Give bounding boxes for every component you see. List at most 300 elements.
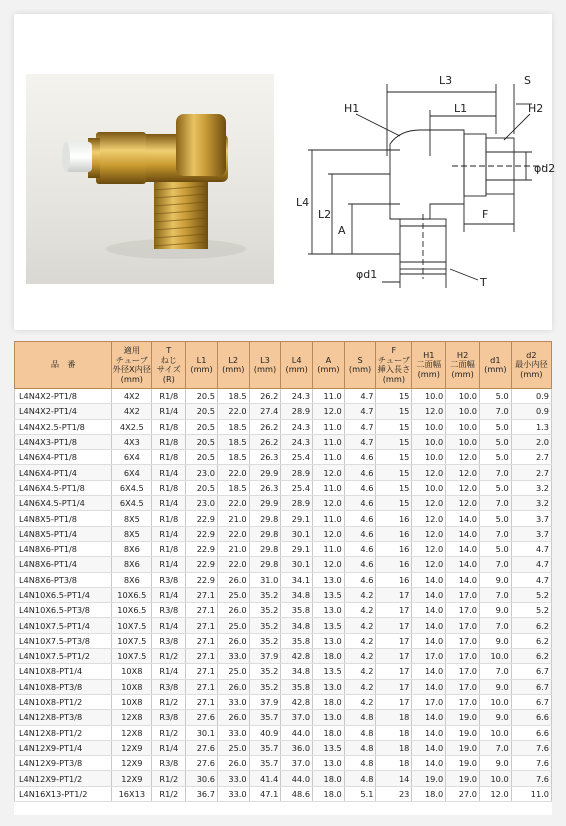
table-cell: 4X2: [112, 404, 152, 419]
table-cell: 23.0: [186, 496, 218, 511]
table-row: [15, 465, 552, 480]
table-row: [15, 389, 552, 404]
table-cell: 29.8: [249, 557, 281, 572]
table-cell: 14.0: [412, 587, 446, 602]
table-cell: 22.0: [217, 557, 249, 572]
column-header-text: (R): [162, 373, 175, 384]
table-cell: 8X6: [112, 557, 152, 572]
table-cell: 2.0: [511, 434, 551, 449]
table-cell: R1/8: [152, 434, 186, 449]
table-cell: 11.0: [511, 786, 551, 801]
column-header-text: T: [166, 345, 172, 355]
part-number-cell: L4N6X4-PT1/4: [15, 465, 112, 480]
table-cell: 4.2: [344, 664, 376, 679]
table-cell: 9.0: [480, 603, 512, 618]
table-cell: 10.0: [412, 480, 446, 495]
table-row: [15, 480, 552, 495]
table-cell: 7.0: [480, 587, 512, 602]
table-cell: 18.0: [412, 786, 446, 801]
label-A: A: [338, 224, 346, 237]
table-cell: 35.2: [249, 618, 281, 633]
table-cell: 27.6: [186, 756, 218, 771]
dimension-drawing: [282, 64, 556, 304]
part-number-cell: L4N6X4-PT1/8: [15, 450, 112, 465]
table-cell: 26.2: [249, 389, 281, 404]
column-header-text: L3: [260, 354, 270, 365]
table-cell: 18.0: [313, 725, 345, 740]
table-cell: 22.0: [217, 496, 249, 511]
table-cell: 18.5: [217, 434, 249, 449]
table-cell: 19.0: [446, 771, 480, 786]
table-cell: 4.2: [344, 603, 376, 618]
table-cell: 4.6: [344, 541, 376, 556]
table-cell: 8X6: [112, 572, 152, 587]
table-cell: 0.9: [511, 389, 551, 404]
table-cell: R1/8: [152, 541, 186, 556]
table-cell: 5.0: [480, 389, 512, 404]
table-cell: 18.0: [313, 649, 345, 664]
part-number-cell: L4N8X5-PT1/8: [15, 511, 112, 526]
elbow-fitting-image: [26, 74, 274, 284]
table-cell: 18.0: [313, 694, 345, 709]
table-body: [15, 389, 552, 802]
table-cell: 11.0: [313, 389, 345, 404]
column-header-text: 品 番: [50, 359, 76, 370]
table-row: [15, 649, 552, 664]
table-cell: 4.2: [344, 618, 376, 633]
table-cell: 35.2: [249, 664, 281, 679]
table-cell: 16: [376, 511, 412, 526]
table-cell: 16X13: [112, 786, 152, 801]
table-cell: 10.0: [480, 725, 512, 740]
table-cell: 4.7: [511, 557, 551, 572]
table-cell: 14: [376, 771, 412, 786]
column-header-text: (mm): [451, 368, 474, 379]
table-cell: 30.1: [281, 526, 313, 541]
table-cell: R1/8: [152, 511, 186, 526]
table-cell: 6X4.5: [112, 496, 152, 511]
table-cell: 26.2: [249, 434, 281, 449]
table-cell: 33.0: [217, 725, 249, 740]
table-cell: 17.0: [446, 664, 480, 679]
table-cell: 12.0: [412, 465, 446, 480]
table-cell: 36.0: [281, 740, 313, 755]
table-cell: 6.7: [511, 694, 551, 709]
table-cell: 27.1: [186, 603, 218, 618]
table-cell: 7.6: [511, 740, 551, 755]
table-cell: 7.6: [511, 771, 551, 786]
table-row: [15, 786, 552, 801]
table-cell: 13.0: [313, 603, 345, 618]
table-cell: 35.2: [249, 633, 281, 648]
label-L3: L3: [439, 74, 453, 87]
part-number-cell: L4N8X6-PT1/4: [15, 557, 112, 572]
table-cell: 22.9: [186, 526, 218, 541]
table-cell: R3/8: [152, 679, 186, 694]
table-cell: 14.0: [412, 710, 446, 725]
table-cell: 13.5: [313, 618, 345, 633]
table-cell: 20.5: [186, 450, 218, 465]
table-cell: 7.0: [480, 496, 512, 511]
table-cell: 26.0: [217, 633, 249, 648]
table-cell: 6.6: [511, 725, 551, 740]
part-number-cell: L4N4X2-PT1/4: [15, 404, 112, 419]
column-header-text: 最小内径: [514, 359, 548, 370]
table-cell: 12.0: [412, 496, 446, 511]
column-header-text: L1: [196, 354, 207, 365]
column-header-0: [15, 342, 112, 389]
table-cell: 18.5: [217, 450, 249, 465]
table-cell: R3/8: [152, 633, 186, 648]
column-header-6: [281, 342, 313, 389]
table-cell: 22.0: [217, 465, 249, 480]
column-header-text: (mm): [417, 368, 440, 379]
table-row: [15, 740, 552, 755]
table-cell: 5.2: [511, 603, 551, 618]
table-cell: 17.0: [446, 603, 480, 618]
table-cell: 18: [376, 710, 412, 725]
column-header-12: [480, 342, 512, 389]
table-cell: 9.0: [480, 633, 512, 648]
table-row: [15, 694, 552, 709]
table-cell: 4.2: [344, 649, 376, 664]
table-cell: R1/4: [152, 740, 186, 755]
table-cell: 5.0: [480, 434, 512, 449]
table-cell: 10.0: [412, 389, 446, 404]
table-cell: 10.0: [480, 649, 512, 664]
table-cell: 10.0: [446, 434, 480, 449]
table-cell: 17: [376, 694, 412, 709]
part-number-cell: L4N12X9-PT1/4: [15, 740, 112, 755]
table-cell: 30.6: [186, 771, 218, 786]
table-cell: 36.7: [186, 786, 218, 801]
table-row: [15, 771, 552, 786]
table-cell: 14.0: [412, 618, 446, 633]
table-cell: 7.0: [480, 618, 512, 633]
table-cell: 25.4: [281, 450, 313, 465]
table-cell: 11.0: [313, 434, 345, 449]
column-header-text: d1: [490, 354, 501, 365]
table-cell: 20.5: [186, 419, 218, 434]
table-cell: 24.3: [281, 389, 313, 404]
table-cell: 18.5: [217, 389, 249, 404]
part-number-cell: L4N8X6-PT3/8: [15, 572, 112, 587]
column-header-13: [511, 342, 551, 389]
table-cell: 17: [376, 649, 412, 664]
table-cell: 27.0: [446, 786, 480, 801]
table-cell: 20.5: [186, 480, 218, 495]
table-cell: 23.0: [186, 465, 218, 480]
table-cell: R1/4: [152, 465, 186, 480]
table-cell: 18: [376, 740, 412, 755]
table-cell: 26.0: [217, 572, 249, 587]
table-cell: R1/4: [152, 587, 186, 602]
table-row: [15, 710, 552, 725]
table-cell: 26.2: [249, 419, 281, 434]
table-cell: 10X8: [112, 694, 152, 709]
table-cell: 25.4: [281, 480, 313, 495]
table-cell: 13.0: [313, 679, 345, 694]
table-cell: 15: [376, 496, 412, 511]
table-cell: 48.6: [281, 786, 313, 801]
table-cell: 27.1: [186, 649, 218, 664]
table-cell: 4.6: [344, 557, 376, 572]
table-cell: 3.7: [511, 526, 551, 541]
table-cell: 40.9: [249, 725, 281, 740]
table-cell: 13.0: [313, 633, 345, 648]
table-cell: 44.0: [281, 725, 313, 740]
table-row: [15, 404, 552, 419]
column-header-4: [217, 342, 249, 389]
table-cell: 15: [376, 480, 412, 495]
table-cell: 19.0: [446, 725, 480, 740]
table-cell: 13.0: [313, 710, 345, 725]
table-cell: 33.0: [217, 694, 249, 709]
table-cell: 4.6: [344, 572, 376, 587]
column-header-text: サイズ: [156, 364, 181, 374]
table-cell: 27.1: [186, 694, 218, 709]
table-cell: 14.0: [446, 557, 480, 572]
table-cell: 9.0: [480, 572, 512, 587]
table-cell: R1/2: [152, 786, 186, 801]
table-cell: 18: [376, 725, 412, 740]
part-number-cell: L4N12X8-PT3/8: [15, 710, 112, 725]
table-cell: 21.0: [217, 511, 249, 526]
table-cell: 22.0: [217, 526, 249, 541]
table-cell: 30.1: [281, 557, 313, 572]
table-cell: 12X9: [112, 771, 152, 786]
table-cell: 27.1: [186, 618, 218, 633]
product-card: [14, 14, 556, 330]
column-header-text: (mm): [317, 364, 340, 374]
column-header-text: (mm): [382, 373, 406, 384]
table-cell: 25.0: [217, 740, 249, 755]
table-cell: 5.0: [480, 511, 512, 526]
table-cell: 35.7: [249, 740, 281, 755]
table-cell: 7.0: [480, 557, 512, 572]
table-cell: 5.0: [480, 541, 512, 556]
table-cell: 22.9: [186, 511, 218, 526]
table-cell: 4.7: [344, 419, 376, 434]
table-cell: 10X8: [112, 664, 152, 679]
table-cell: R1/4: [152, 526, 186, 541]
table-cell: 13.5: [313, 587, 345, 602]
table-cell: 4.7: [511, 541, 551, 556]
table-cell: 15: [376, 389, 412, 404]
column-header-text: 適用: [123, 345, 141, 355]
table-cell: 17: [376, 633, 412, 648]
table-cell: 7.0: [480, 465, 512, 480]
table-cell: 17.0: [446, 649, 480, 664]
part-number-cell: L4N12X9-PT1/2: [15, 771, 112, 786]
table-row: [15, 450, 552, 465]
table-cell: 29.9: [249, 496, 281, 511]
table-cell: 9.0: [480, 710, 512, 725]
table-cell: 12.0: [412, 511, 446, 526]
table-cell: 21.0: [217, 541, 249, 556]
table-cell: R3/8: [152, 572, 186, 587]
table-cell: 22.9: [186, 572, 218, 587]
column-header-text: (mm): [285, 364, 308, 374]
table-cell: 14.0: [412, 740, 446, 755]
table-cell: 10X6.5: [112, 603, 152, 618]
table-cell: 20.5: [186, 389, 218, 404]
table-cell: 26.0: [217, 710, 249, 725]
table-cell: 18.5: [217, 480, 249, 495]
table-cell: R3/8: [152, 603, 186, 618]
table-cell: R1/2: [152, 725, 186, 740]
table-cell: 6X4: [112, 450, 152, 465]
part-number-cell: L4N6X4.5-PT1/4: [15, 496, 112, 511]
table-cell: 12.0: [313, 465, 345, 480]
table-cell: 4.6: [344, 450, 376, 465]
part-number-cell: L4N10X7.5-PT1/2: [15, 649, 112, 664]
table-cell: 25.0: [217, 587, 249, 602]
part-number-cell: L4N10X7.5-PT3/8: [15, 633, 112, 648]
table-cell: 18.5: [217, 419, 249, 434]
table-cell: 12.0: [480, 786, 512, 801]
label-L2: L2: [318, 208, 332, 221]
column-header-text: (mm): [222, 364, 245, 374]
column-header-text: H1: [423, 349, 435, 360]
table-row: [15, 633, 552, 648]
table-row: [15, 756, 552, 771]
table-cell: 33.0: [217, 649, 249, 664]
table-cell: 15: [376, 434, 412, 449]
table-cell: 11.0: [313, 541, 345, 556]
table-cell: 10.0: [446, 389, 480, 404]
column-header-9: [376, 342, 412, 389]
table-row: [15, 618, 552, 633]
table-cell: 17.0: [412, 649, 446, 664]
table-cell: 26.0: [217, 603, 249, 618]
part-number-cell: L4N10X6.5-PT1/4: [15, 587, 112, 602]
table-cell: 12.0: [313, 496, 345, 511]
table-cell: 10X7.5: [112, 618, 152, 633]
part-number-cell: L4N10X6.5-PT3/8: [15, 603, 112, 618]
table-cell: 33.0: [217, 771, 249, 786]
table-cell: 29.8: [249, 511, 281, 526]
table-cell: 4.6: [344, 526, 376, 541]
table-cell: R1/8: [152, 450, 186, 465]
label-T: T: [480, 276, 487, 289]
column-header-text: (mm): [520, 368, 543, 379]
column-header-text: (mm): [484, 364, 507, 374]
table-cell: 6.2: [511, 649, 551, 664]
table-cell: R1/2: [152, 694, 186, 709]
table-cell: 12.0: [446, 450, 480, 465]
table-cell: 20.5: [186, 434, 218, 449]
table-cell: 10X7.5: [112, 649, 152, 664]
column-header-3: [186, 342, 218, 389]
column-header-2: [152, 342, 186, 389]
table-cell: 22.9: [186, 541, 218, 556]
table-row: [15, 419, 552, 434]
table-cell: 14.0: [412, 664, 446, 679]
table-cell: 11.0: [313, 450, 345, 465]
table-cell: 9.0: [480, 756, 512, 771]
table-cell: 12.0: [313, 557, 345, 572]
label-phi-d2: φd2: [534, 162, 556, 175]
table-cell: 37.9: [249, 694, 281, 709]
table-cell: 7.0: [480, 404, 512, 419]
table-row: [15, 572, 552, 587]
part-number-cell: L4N16X13-PT1/2: [15, 786, 112, 801]
table-cell: 15: [376, 404, 412, 419]
table-cell: 42.8: [281, 649, 313, 664]
table-cell: 5.1: [344, 786, 376, 801]
table-cell: 4.2: [344, 679, 376, 694]
table-cell: 3.2: [511, 496, 551, 511]
table-cell: 17: [376, 587, 412, 602]
table-cell: 33.0: [217, 786, 249, 801]
table-cell: 12X9: [112, 756, 152, 771]
table-cell: 18.0: [313, 771, 345, 786]
table-cell: 12.0: [446, 465, 480, 480]
table-row: [15, 664, 552, 679]
table-cell: 1.3: [511, 419, 551, 434]
table-row: [15, 587, 552, 602]
table-cell: 16: [376, 541, 412, 556]
table-cell: 3.7: [511, 511, 551, 526]
table-cell: 35.7: [249, 710, 281, 725]
table-cell: 10.0: [480, 694, 512, 709]
table-cell: 12.0: [446, 496, 480, 511]
table-cell: 47.1: [249, 786, 281, 801]
column-header-text: H2: [456, 349, 469, 360]
table-row: [15, 725, 552, 740]
table-cell: 7.0: [480, 526, 512, 541]
part-number-cell: L4N4X2-PT1/8: [15, 389, 112, 404]
table-cell: R1/4: [152, 496, 186, 511]
table-cell: 13.5: [313, 740, 345, 755]
table-row: [15, 526, 552, 541]
table-cell: 14.0: [412, 603, 446, 618]
table-cell: 5.0: [480, 419, 512, 434]
part-number-cell: L4N12X8-PT1/2: [15, 725, 112, 740]
table-cell: 20.5: [186, 404, 218, 419]
table-cell: 27.1: [186, 679, 218, 694]
table-cell: 34.8: [281, 587, 313, 602]
table-cell: 23: [376, 786, 412, 801]
table-cell: 27.1: [186, 587, 218, 602]
table-cell: 10X6.5: [112, 587, 152, 602]
table-cell: 35.2: [249, 603, 281, 618]
table-cell: 4.7: [344, 404, 376, 419]
table-cell: 35.8: [281, 633, 313, 648]
table-cell: 17.0: [446, 587, 480, 602]
table-cell: 11.0: [313, 419, 345, 434]
table-cell: 6.2: [511, 633, 551, 648]
part-number-cell: L4N10X8-PT1/4: [15, 664, 112, 679]
label-H2: H2: [528, 102, 544, 115]
table-cell: 12.0: [412, 404, 446, 419]
column-header-text: L2: [228, 354, 239, 365]
table-cell: R1/4: [152, 404, 186, 419]
column-header-text: 外径X内径: [112, 364, 151, 374]
table-cell: 12.0: [412, 526, 446, 541]
table-cell: 10.0: [412, 434, 446, 449]
label-phi-d1: φd1: [356, 268, 378, 281]
table-cell: R1/4: [152, 557, 186, 572]
table-cell: 15: [376, 450, 412, 465]
table-cell: 15: [376, 419, 412, 434]
label-S: S: [524, 74, 531, 87]
table-cell: 10X8: [112, 679, 152, 694]
table-cell: 12X9: [112, 740, 152, 755]
table-cell: 30.1: [186, 725, 218, 740]
table-cell: 5.0: [480, 450, 512, 465]
